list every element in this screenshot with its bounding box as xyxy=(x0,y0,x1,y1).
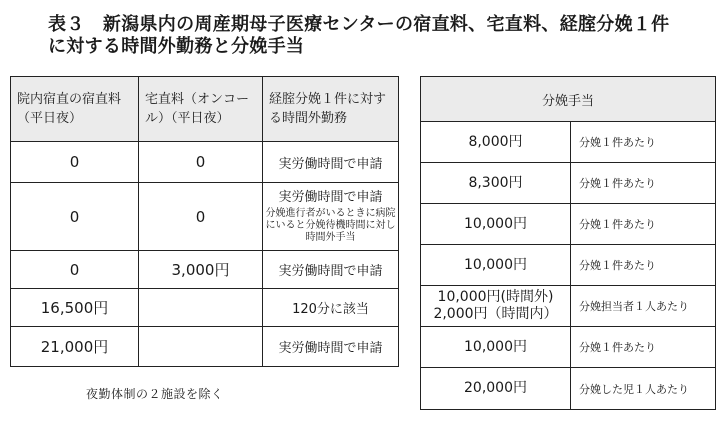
table-row xyxy=(11,251,399,289)
table-cell: 実労働時間で申請 xyxy=(263,142,399,183)
table-row xyxy=(421,122,716,163)
table-cell-description: 分娩１件あたり xyxy=(571,204,716,245)
night-duty-table xyxy=(10,76,399,367)
table-row xyxy=(421,245,716,286)
cell-main-text: 実労働時間で申請 xyxy=(278,190,383,205)
table-cell-description: 分娩した児１人あたり xyxy=(571,368,716,410)
page-title xyxy=(48,14,708,58)
table-row xyxy=(421,204,716,245)
table-cell-amount: 10,000円 xyxy=(421,327,571,368)
table-cell-description: 分娩１件あたり xyxy=(571,163,716,204)
table-cell-description: 分娩１件あたり xyxy=(571,327,716,368)
title-line-2: に対する時間外勤務と分娩手当 xyxy=(48,36,305,57)
table-row xyxy=(11,142,399,183)
table-cell: 120分に該当 xyxy=(263,289,399,327)
header-cell-night-duty-fee: 院内宿直の宿直料（平日夜） xyxy=(11,77,139,142)
table-header-row xyxy=(11,77,399,142)
table-row xyxy=(11,327,399,367)
table-cell-amount xyxy=(421,286,571,327)
footnote: 夜勤体制の２施設を除く xyxy=(86,387,224,401)
table-cell: 実労働時間で申請 xyxy=(263,251,399,289)
table-cell: 実労働時間で申請 xyxy=(263,327,399,367)
table-cell-amount: 10,000円 xyxy=(421,204,571,245)
table-cell: 0 xyxy=(11,183,139,251)
table-cell-amount: 20,000円 xyxy=(421,368,571,410)
cell-note-text: 分娩進行者がいるときに病院にいると分娩待機時間に対し時間外手当 xyxy=(265,208,396,243)
table-row xyxy=(421,163,716,204)
table-cell xyxy=(139,327,263,367)
header-cell-overtime: 経腟分娩１件に対する時間外勤務 xyxy=(263,77,399,142)
table-cell: 3,000円 xyxy=(139,251,263,289)
table-cell: 16,500円 xyxy=(11,289,139,327)
table-row xyxy=(11,183,399,251)
header-cell-on-call-fee: 宅直料（オンコール）（平日夜） xyxy=(139,77,263,142)
delivery-allowance-table xyxy=(420,76,716,410)
table-cell xyxy=(139,289,263,327)
table-cell-amount: 8,000円 xyxy=(421,122,571,163)
table-cell-amount: 8,300円 xyxy=(421,163,571,204)
table-cell-amount: 10,000円 xyxy=(421,245,571,286)
table-cell: 0 xyxy=(11,142,139,183)
table-cell: 0 xyxy=(139,142,263,183)
table-row xyxy=(11,289,399,327)
table-cell xyxy=(263,183,399,251)
table-row xyxy=(421,368,716,410)
table-cell-description: 分娩１件あたり xyxy=(571,245,716,286)
table-cell: 0 xyxy=(11,251,139,289)
table-cell: 0 xyxy=(139,183,263,251)
table-cell-description: 分娩担当者１人あたり xyxy=(571,286,716,327)
table-cell: 21,000円 xyxy=(11,327,139,367)
title-line-1: 表３ 新潟県内の周産期母子医療センターの宿直料、宅直料、経腟分娩１件 xyxy=(48,14,670,35)
header-cell-delivery-allowance: 分娩手当 xyxy=(421,77,716,122)
amount-line-2: 2,000円（時間内） xyxy=(433,306,558,322)
amount-line-1: 10,000円(時間外) xyxy=(437,289,554,305)
table-row xyxy=(421,327,716,368)
table-cell-description: 分娩１件あたり xyxy=(571,122,716,163)
table-header-row xyxy=(421,77,716,122)
table-row xyxy=(421,286,716,327)
